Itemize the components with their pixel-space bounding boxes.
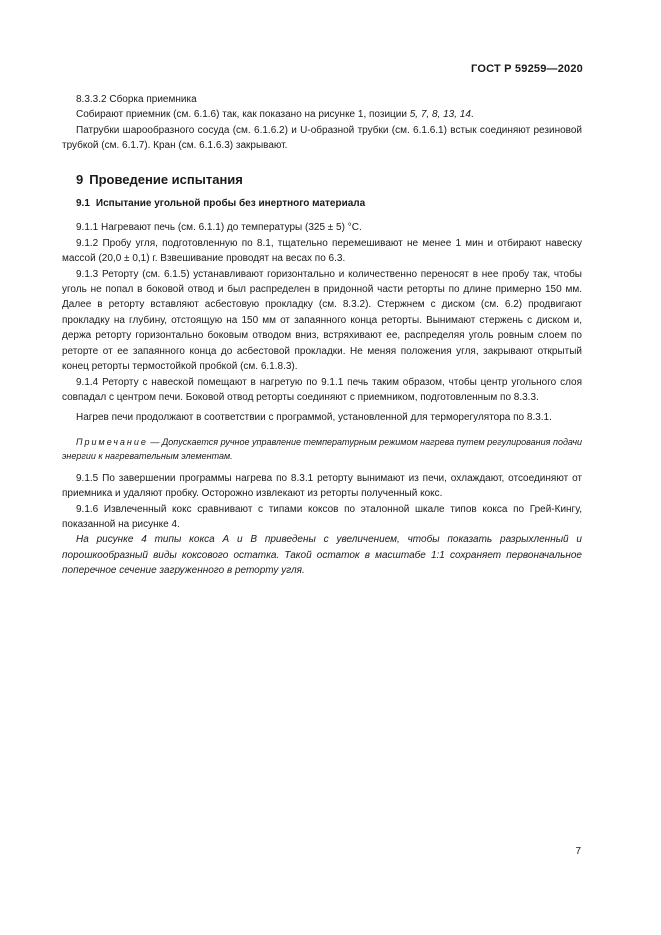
paragraph-9-1-6: 9.1.6 Извлеченный кокс сравнивают с типами коксов по эталонной шкале типов кокса по Грей-Кингу, показанной на рисунке 4. bbox=[62, 503, 582, 530]
paragraph-heating: Нагрев печи продолжают в соответствии с программой, установленной для терморегулятора по 8.3.1. bbox=[76, 412, 552, 424]
subsection-number: 9.1 bbox=[76, 198, 90, 210]
note-label: Примечание bbox=[76, 436, 148, 447]
figure-positions: 5, 7, 8, 13, 14 bbox=[409, 109, 471, 121]
paragraph-text: . bbox=[470, 109, 474, 121]
section-number: 9 bbox=[76, 171, 84, 187]
paragraph-text: Собирают приемник (см. 6.1.6) так, как показано на рисунке 1, позиции bbox=[76, 109, 410, 121]
subsection-heading-9-1 bbox=[62, 196, 582, 211]
page-number: 7 bbox=[575, 846, 581, 857]
document-body bbox=[62, 92, 582, 579]
document-standard-id: ГОСТ Р 59259—2020 bbox=[471, 63, 583, 75]
paragraph-connect-tubes: Патрубки шарообразного сосуда (см. 6.1.6.2) и U-образной трубки (см. 6.1.6.1) встык соединяют резиновой трубкой (см. 6.1.7). Кран (см. 6.1.6.3) закрывают. bbox=[62, 124, 582, 152]
paragraph-9-1-5: 9.1.5 По завершении программы нагрева по 8.3.1 реторту вынимают из печи, охлаждают, отсоединяют от приемника и удаляют пробку. Осторожно извлекают из реторты полученный кокс. bbox=[62, 472, 582, 500]
paragraph-9-1-2: 9.1.2 Пробу угля, подготовленную по 8.1, тщательно перемешивают не менее 1 мин и отбирают навеску массой (20,0 ± 0,1) г. Взвешивание проводят на весах по 6.3. bbox=[62, 237, 582, 265]
note bbox=[62, 435, 582, 463]
paragraph-9-1-4: 9.1.4 Реторту с навеской помещают в нагретую по 9.1.1 печь таким образом, чтобы центр угольного слоя совпадал с центром печи. Боковой отвод реторты соединяют с приемником, подготовленным по 8.3.3. bbox=[62, 376, 582, 403]
note-text: — Допускается ручное управление температурным режимом нагрева путем регулирования подачи энергии к нагревательным элементам. bbox=[62, 436, 582, 461]
paragraph-9-1-3: 9.1.3 Реторту (см. 6.1.5) устанавливают горизонтально и количественно переносят в нее пробу так, чтобы уголь не попал в боковой отвод и был распределен в придонной части реторты по длине примерно 150 мм. Далее в реторту вставляют асбестовую прокладку (см. 8.3.2). Стержнем с диском (см. 6.2) продвигают прокладку на глубину, отстоящую на 150 мм от запаянного конца реторты. Вынимают стержень с диском и, держа реторту горизонтально боковым отводом вниз, встряхивают ее, распределяя уголь ровным слоем по реторте от ее запаянного конца до асбестовой прокладки. Не меняя положения угля, закрывают открытый конец реторты термостойкой пробкой (см. 6.1.8.3). bbox=[62, 268, 582, 373]
paragraph-assemble-receiver bbox=[62, 107, 582, 122]
paragraph-figure-note: На рисунке 4 типы кокса А и В приведены с увеличением, чтобы показать разрыхленный и порошкообразный виды коксового остатка. Такой остаток в масштабе 1:1 сохраняет первоначальное поперечное сечение загруженного в реторту угля. bbox=[62, 534, 582, 577]
section-heading-9 bbox=[62, 172, 582, 187]
section-title: Проведение испытания bbox=[89, 171, 243, 187]
subsection-heading-8-3-3-2: 8.3.3.2 Сборка приемника bbox=[76, 94, 197, 105]
subsection-title: Испытание угольной пробы без инертного материала bbox=[95, 198, 366, 210]
paragraph-9-1-1: 9.1.1 Нагревают печь (см. 6.1.1) до температуры (325 ± 5) °С. bbox=[76, 222, 362, 234]
